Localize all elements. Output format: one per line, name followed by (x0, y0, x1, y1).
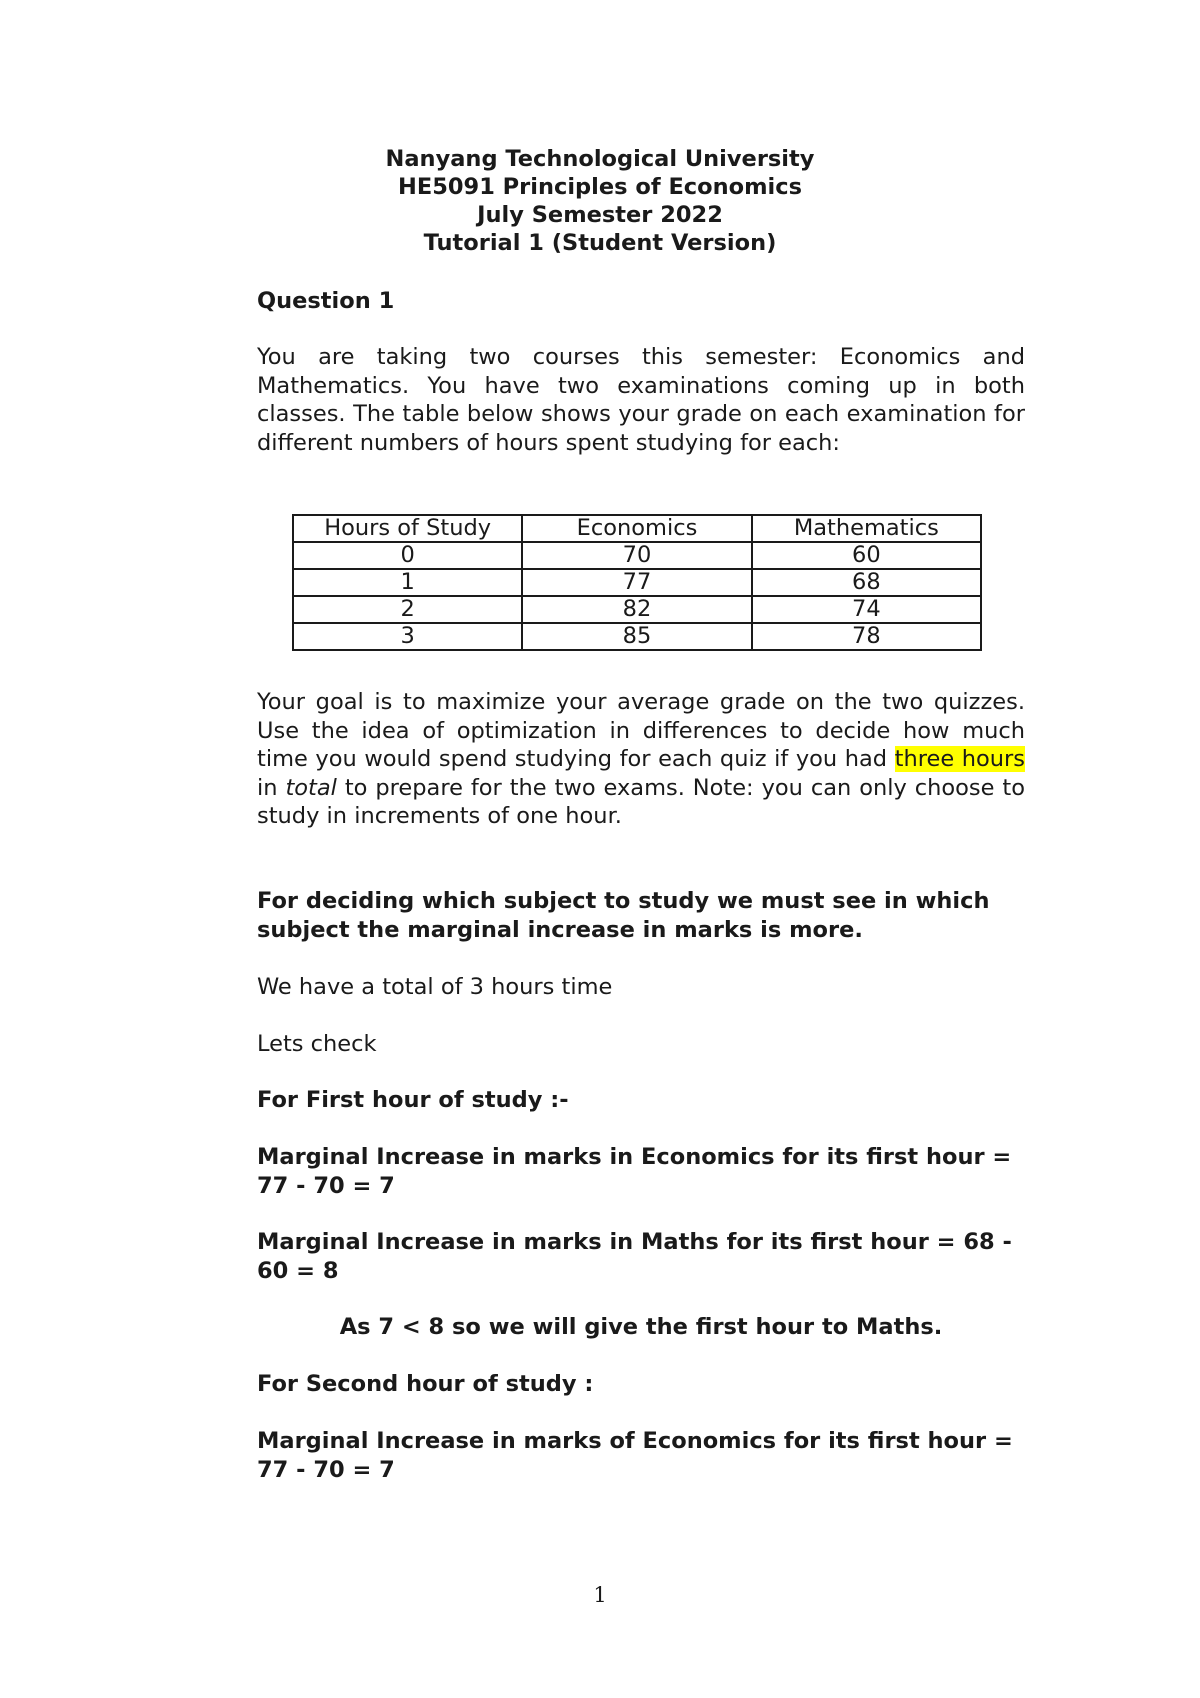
table-row (293, 542, 981, 569)
table-cell: 2 (293, 596, 522, 623)
economics-second-hour: Marginal Increase in marks of Economics for its first hour = 77 - 70 = 7 (257, 1428, 1013, 1483)
table-cell: 82 (522, 596, 751, 623)
grades-table (292, 514, 982, 651)
course-title: HE5091 Principles of Economics (398, 174, 802, 200)
maths-first-hour: Marginal Increase in marks in Maths for its first hour = 68 - 60 = 8 (257, 1229, 1012, 1284)
economics-first-hour: Marginal Increase in marks in Economics for its first hour = 77 - 70 = 7 (257, 1144, 1012, 1199)
second-hour-heading: For Second hour of study : (257, 1371, 594, 1397)
table-cell: 1 (293, 569, 522, 596)
university-name: Nanyang Technological University (385, 146, 815, 172)
tutorial-title: Tutorial 1 (Student Version) (423, 230, 777, 256)
table-row (293, 596, 981, 623)
solution-intro: For deciding which subject to study we must see in which subject the marginal increase in marks is more. (257, 888, 990, 943)
table-cell: 68 (752, 569, 981, 596)
semester: July Semester 2022 (477, 202, 723, 228)
table-cell: 85 (522, 623, 751, 650)
goal-paragraph (257, 688, 1025, 831)
table-cell: 70 (522, 542, 751, 569)
italic-text: total (285, 774, 337, 801)
table-cell: 78 (752, 623, 981, 650)
table-row (293, 569, 981, 596)
table-header-row (293, 515, 981, 542)
page-number: 1 (593, 1583, 607, 1607)
document-header (0, 145, 1200, 257)
check-text: Lets check (257, 1031, 377, 1057)
table-cell: 77 (522, 569, 751, 596)
table-cell: 60 (752, 542, 981, 569)
goal-text-part2: in (257, 774, 286, 801)
first-hour-conclusion: As 7 < 8 so we will give the first hour to Maths. (339, 1314, 943, 1340)
intro-paragraph: You are taking two courses this semester: Economics and Mathematics. You have two examinations coming up in both classes. The table below shows your grade on each examination for different numbers of hours spent studying for each: (257, 344, 1025, 456)
total-time-text: We have a total of 3 hours time (257, 974, 613, 1000)
goal-text-part1: Your goal is to maximize your average grade on the two quizzes. Use the idea of optimization in differences to decide how much time you would spend studying for each quiz if you had (257, 689, 1025, 772)
table-row (293, 623, 981, 650)
highlighted-text: three hours (894, 746, 1026, 772)
goal-text-part3: to prepare for the two exams. Note: you can only choose to study in increments of one hour. (257, 774, 1025, 829)
first-hour-heading: For First hour of study :- (257, 1087, 569, 1113)
table-cell: 0 (293, 542, 522, 569)
column-header-economics: Economics (522, 515, 751, 542)
table-cell: 3 (293, 623, 522, 650)
table-cell: 74 (752, 596, 981, 623)
question-title: Question 1 (257, 288, 395, 314)
column-header-mathematics: Mathematics (752, 515, 981, 542)
column-header-hours: Hours of Study (293, 515, 522, 542)
